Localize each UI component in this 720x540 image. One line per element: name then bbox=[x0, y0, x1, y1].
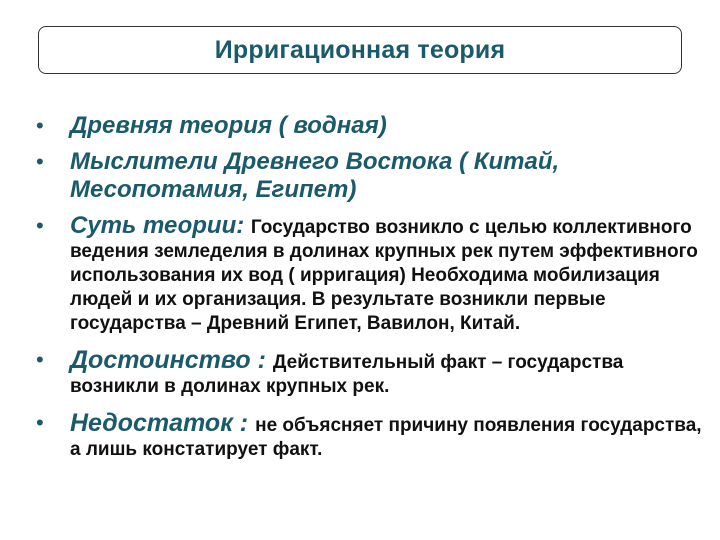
bullet-marker: • bbox=[36, 410, 44, 435]
slide-title: Ирригационная теория bbox=[214, 35, 506, 64]
bullet-item bbox=[28, 409, 712, 462]
title-box bbox=[38, 26, 682, 74]
bullet-body: не объясняет причину появления государства, а лишь констатирует факт. bbox=[70, 415, 702, 460]
bullet-lead: Мыслители Древнего Востока ( Китай, Месопотамия, Египет) bbox=[70, 148, 560, 203]
bullet-body: Государство возникло с целью коллективного ведения земледелия в долинах крупных рек путем эффективного использования их вод ( ирригация) Необходима мобилизация людей и их организация. В результате возникли первые государства – Древний Египет, Вавилон, Китай. bbox=[70, 217, 698, 334]
bullet-list bbox=[28, 112, 712, 470]
bullet-marker: • bbox=[36, 113, 44, 138]
bullet-item bbox=[28, 346, 712, 399]
bullet-item bbox=[28, 112, 712, 140]
bullet-marker: • bbox=[36, 347, 44, 372]
bullet-body: Действительный факт – государства возникли в долинах крупных рек. bbox=[70, 352, 624, 397]
bullet-item bbox=[28, 212, 712, 336]
bullet-marker: • bbox=[36, 213, 44, 238]
bullet-item bbox=[28, 148, 712, 204]
bullet-lead: Достоинство : bbox=[70, 346, 273, 374]
bullet-lead: Суть теории: bbox=[70, 212, 251, 239]
bullet-lead: Недостаток : bbox=[70, 409, 256, 437]
bullet-lead: Древняя теория ( водная) bbox=[70, 112, 387, 139]
bullet-marker: • bbox=[36, 149, 44, 174]
